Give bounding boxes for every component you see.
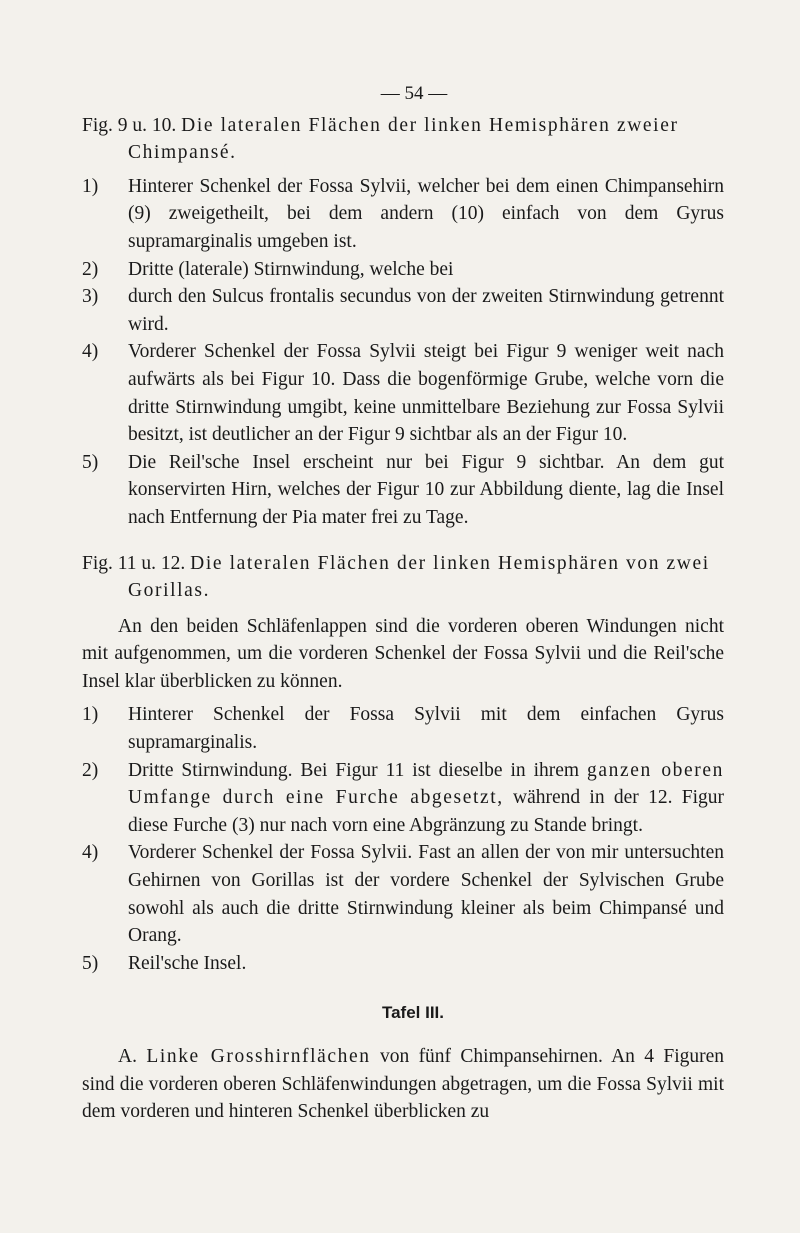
plate-title: Linke Grosshirnflächen [146, 1046, 371, 1067]
plate-paragraph [82, 1043, 724, 1126]
plate-heading: Tafel III. [381, 1003, 445, 1023]
section-title: Die lateralen Flächen der linken Hemisphären von zwei Gorillas. [128, 552, 710, 602]
item-list [82, 701, 724, 977]
item-text-emphasis: ganzen oberen Umfange durch eine Furche abgesetzt, [128, 759, 724, 809]
item-number: 5) [82, 451, 99, 473]
item-text: Die Reil'sche Insel erscheint nur bei Figur 9 sichtbar. An dem gut konservirten Hirn, welches der Figur 10 zur Abbildung diente, lag die Insel nach Entfernung der Pia mater frei zu Tage. [128, 451, 724, 528]
item-text-a: Dritte Stirnwindung. Bei Figur 11 ist dieselbe in ihrem [128, 759, 587, 781]
intro-paragraph: An den beiden Schläfenlappen sind die vorderen oberen Windungen nicht mit aufgenommen, um die vorderen Schenkel der Fossa Sylvii und die Reil'sche Insel klar überblicken zu können. [82, 615, 724, 692]
item-number: 4) [82, 842, 99, 864]
item-list [82, 173, 724, 532]
list-item [82, 173, 724, 256]
section-heading [82, 550, 724, 605]
page-number: — 54 — [380, 83, 448, 104]
figure-ref: Fig. 9 u. 10. [82, 114, 177, 136]
item-text: Hinterer Schenkel der Fossa Sylvii mit dem einfachen Gyrus supramarginalis. [128, 704, 724, 754]
section-fig-11-12 [82, 550, 724, 978]
item-number: 2) [82, 258, 99, 280]
item-text: Dritte (laterale) Stirnwindung, welche bei [128, 258, 454, 280]
item-number: 1) [82, 175, 99, 197]
item-number: 5) [82, 952, 99, 974]
list-item [82, 338, 724, 448]
item-number: 3) [82, 286, 99, 308]
item-number: 4) [82, 341, 99, 363]
item-text: Hinterer Schenkel der Fossa Sylvii, welcher bei dem einen Chimpansehirn (9) zweigetheilt, bei dem andern (10) einfach von dem Gyrus supramarginalis umgeben ist. [128, 175, 724, 252]
item-text: Reil'sche Insel. [128, 952, 247, 974]
item-text: Vorderer Schenkel der Fossa Sylvii steigt bei Figur 9 weniger weit nach aufwärts als bei Figur 10. Dass die bogenförmige Grube, welche vorn die dritte Stirnwindung umgibt, keine unmittelbare Beziehung zur Fossa Sylvii besitzt, ist deutlicher an der Figur 9 sichtbar als an der Figur 10. [128, 341, 724, 446]
list-item [82, 256, 724, 284]
section-fig-9-10 [82, 112, 724, 532]
figure-ref: Fig. 11 u. 12. [82, 552, 186, 574]
plate-text: von fünf Chimpansehirnen. An 4 Figuren sind die vorderen oberen Schläfenwindungen abgetragen, um die Fossa Sylvii mit dem vorderen und hinteren Schenkel überblicken zu [82, 1046, 725, 1123]
list-item [82, 950, 724, 978]
section-heading [82, 112, 724, 167]
item-text: Vorderer Schenkel der Fossa Sylvii. Fast an allen der von mir untersuchten Gehirnen von Gorillas ist der vordere Schenkel der Sylvischen Grube sowohl als auch die dritte Stirnwindung kleiner als beim Chimpansé und Orang. [128, 842, 724, 947]
item-number: 2) [82, 759, 99, 781]
item-number: 1) [82, 704, 99, 726]
list-item [82, 757, 724, 840]
plate-label: A. [118, 1046, 137, 1067]
list-item [82, 283, 724, 338]
list-item [82, 839, 724, 949]
list-item [82, 449, 724, 532]
item-text-b: während in der 12. Figur diese Furche (3) nur nach vorn eine Abgränzung zu Stande bringt. [128, 787, 724, 836]
section-title: Die lateralen Flächen der linken Hemisphären zweier Chimpansé. [128, 114, 679, 164]
item-text: durch den Sulcus frontalis secundus von der zweiten Stirnwindung getrennt wird. [128, 286, 724, 335]
list-item [82, 701, 724, 756]
